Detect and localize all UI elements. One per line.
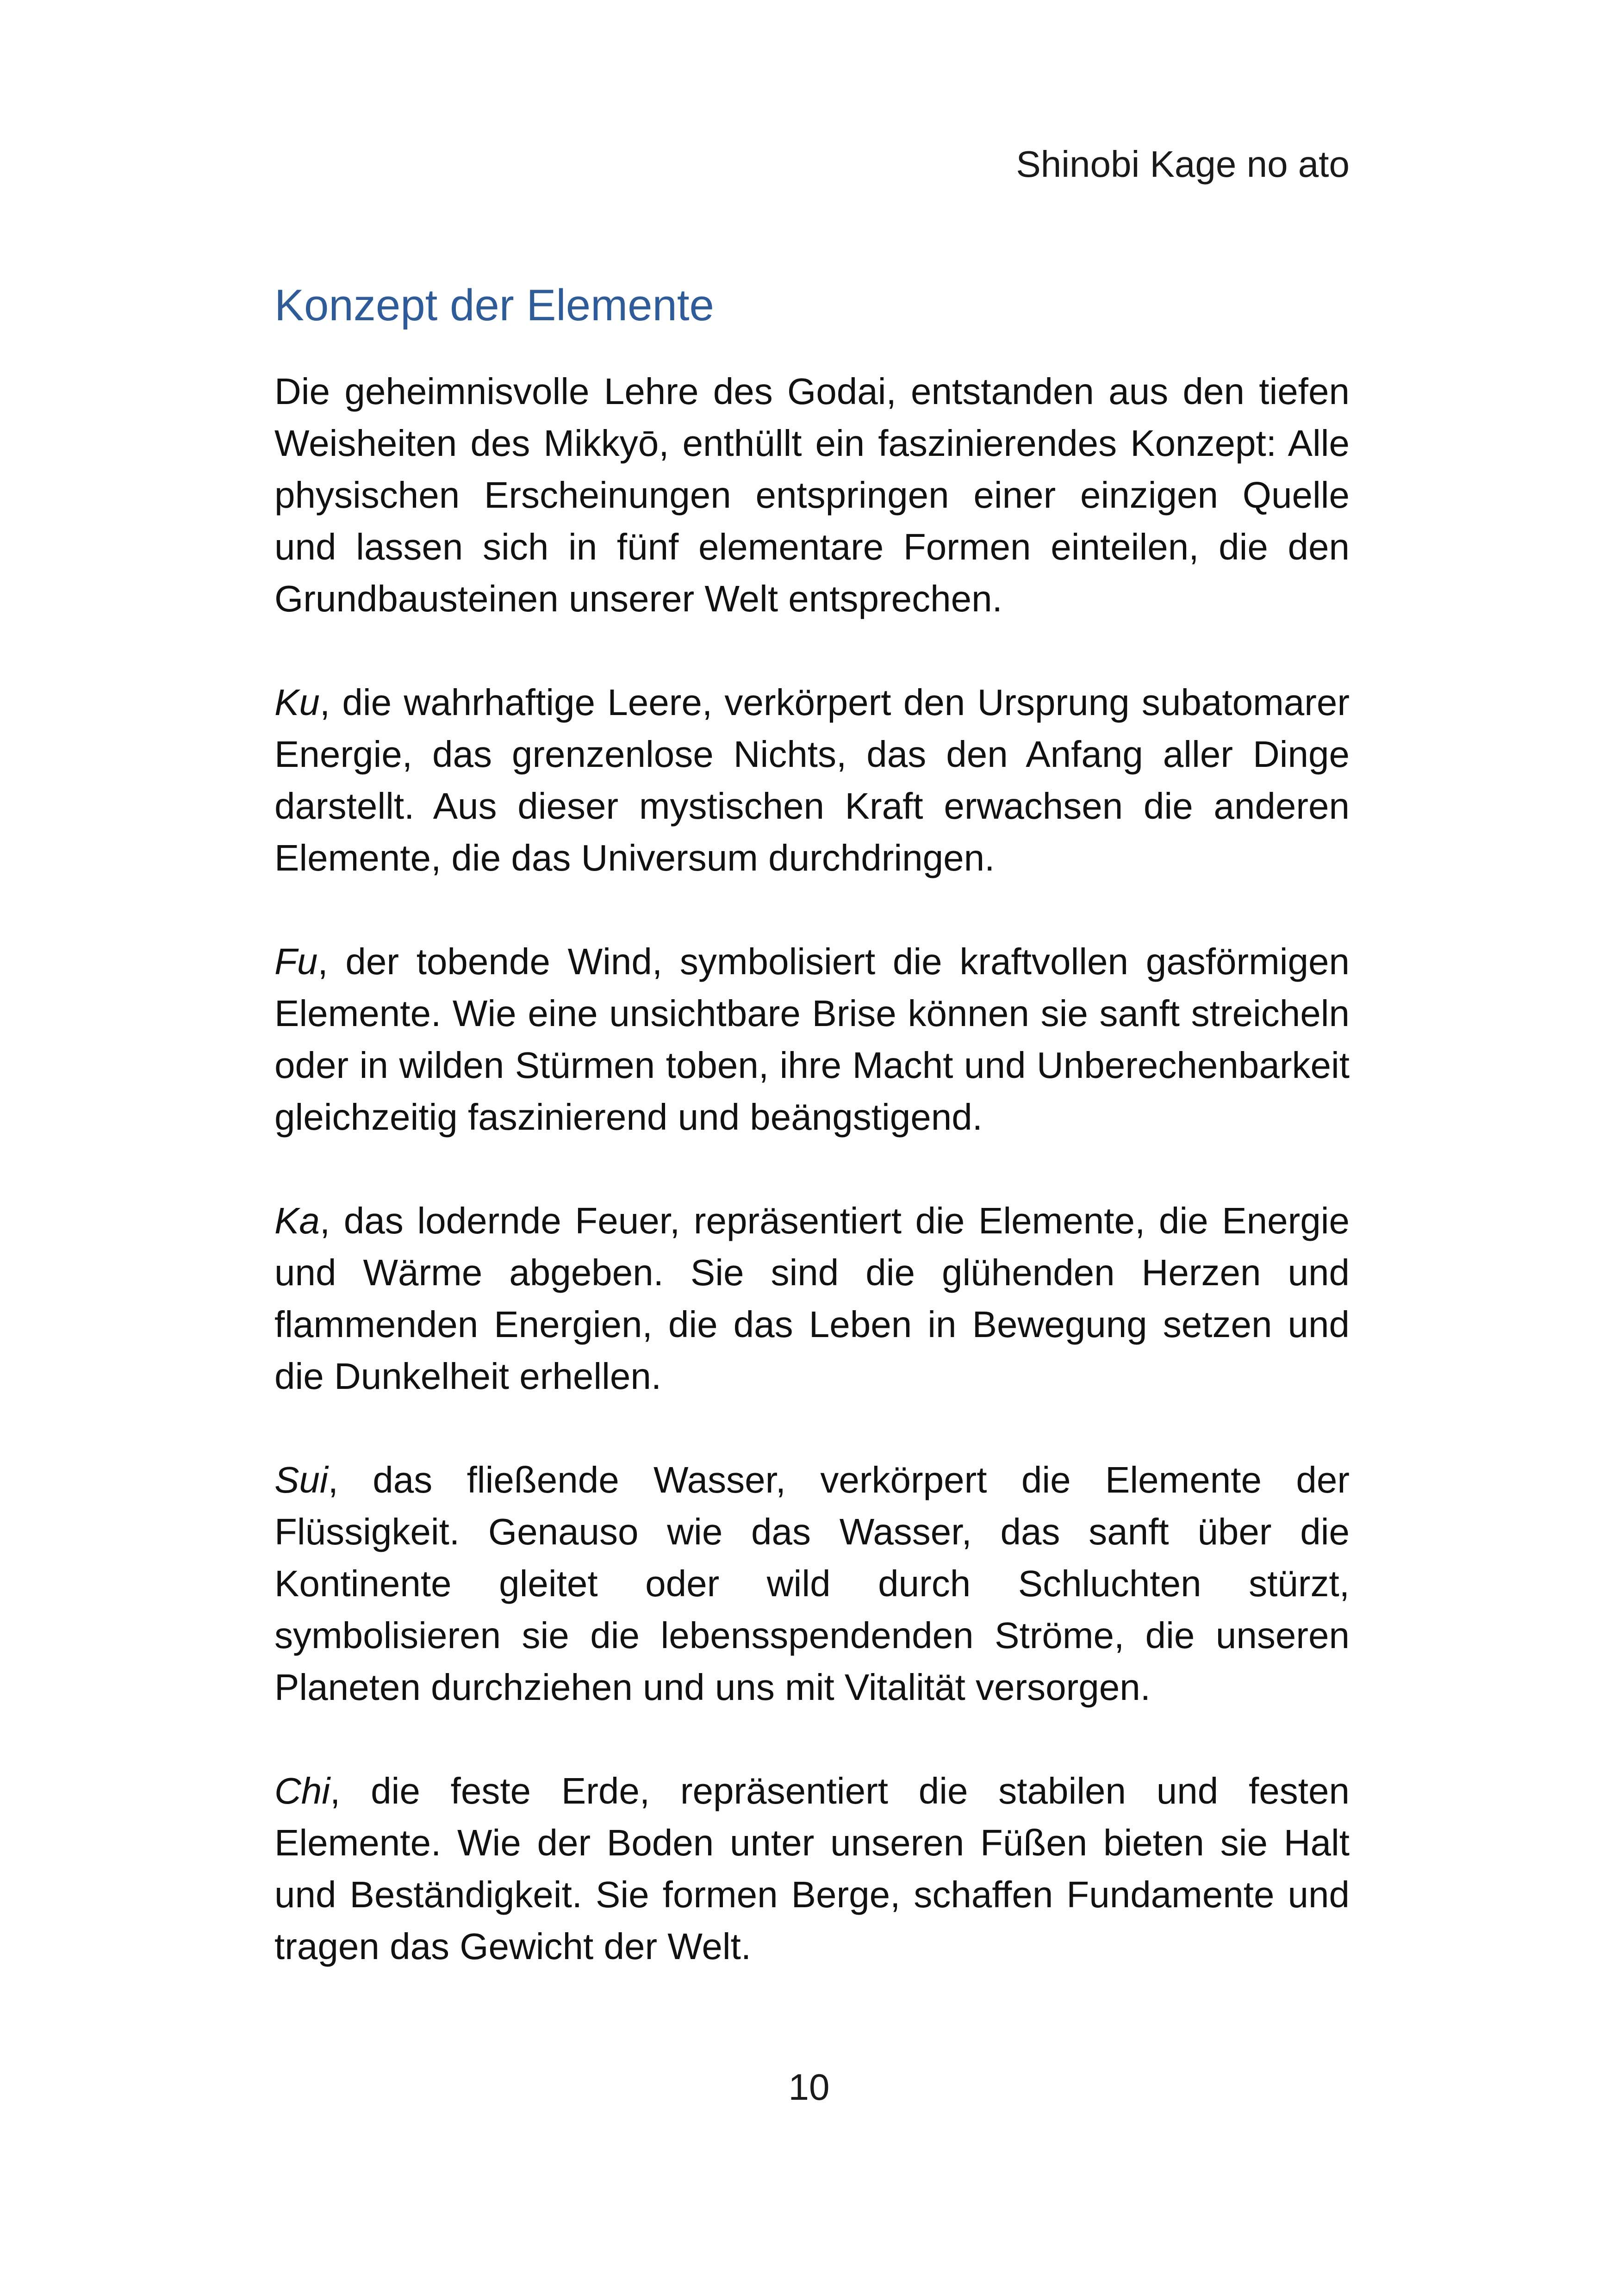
element-paragraph-chi bbox=[274, 1765, 1350, 1972]
section-heading: Konzept der Elemente bbox=[274, 280, 714, 330]
page-number: 10 bbox=[788, 2066, 830, 2108]
element-description: , das fließende Wasser, verkörpert die Elemente der Flüssigkeit. Genauso wie das Wasser, das sanft über die Kontinente gleitet oder wild durch Schluchten stürzt, symbolisieren sie die lebensspendenden Ströme, die unseren Planeten durchziehen und uns mit Vitalität versorgen. bbox=[274, 1459, 1350, 1708]
element-description: , die feste Erde, repräsentiert die stabilen und festen Elemente. Wie der Boden unter unseren Füßen bieten sie Halt und Beständigkeit. Sie formen Berge, schaffen Fundamente und tragen das Gewicht der Welt. bbox=[274, 1770, 1350, 1967]
element-term: Chi bbox=[274, 1770, 330, 1811]
page-content bbox=[274, 273, 1350, 2024]
element-description: , das lodernde Feuer, repräsentiert die Elemente, die Energie und Wärme abgeben. Sie sind die glühenden Herzen und flammenden Energien, die das Leben in Bewegung setzen und die Dunkelheit erhellen. bbox=[274, 1200, 1350, 1397]
running-header: Shinobi Kage no ato bbox=[1016, 143, 1350, 185]
element-paragraph-sui bbox=[274, 1454, 1350, 1713]
intro-paragraph: Die geheimnisvolle Lehre des Godai, entstanden aus den tiefen Weisheiten des Mikkyō, enthüllt ein faszinierendes Konzept: Alle physischen Erscheinungen entspringen einer einzigen Quelle und lassen sich in fünf elementare Formen einteilen, die den Grundbausteinen unserer Welt entsprechen. bbox=[274, 371, 1350, 619]
element-term: Fu bbox=[274, 941, 318, 982]
element-term: Sui bbox=[274, 1459, 328, 1500]
element-term: Ku bbox=[274, 682, 320, 723]
element-paragraph-fu bbox=[274, 936, 1350, 1143]
element-description: , die wahrhaftige Leere, verkörpert den Ursprung subatomarer Energie, das grenzenlose Nichts, das den Anfang aller Dinge darstellt. Aus dieser mystischen Kraft erwachsen die anderen Elemente, die das Universum durchdringen. bbox=[274, 682, 1350, 878]
element-paragraph-ku bbox=[274, 677, 1350, 884]
element-paragraph-ka bbox=[274, 1195, 1350, 1402]
element-term: Ka bbox=[274, 1200, 320, 1241]
element-description: , der tobende Wind, symbolisiert die kraftvollen gasförmigen Elemente. Wie eine unsichtbare Brise können sie sanft streicheln oder in wilden Stürmen toben, ihre Macht und Unberechenbarkeit gleichzeitig faszinierend und beängstigend. bbox=[274, 941, 1350, 1138]
